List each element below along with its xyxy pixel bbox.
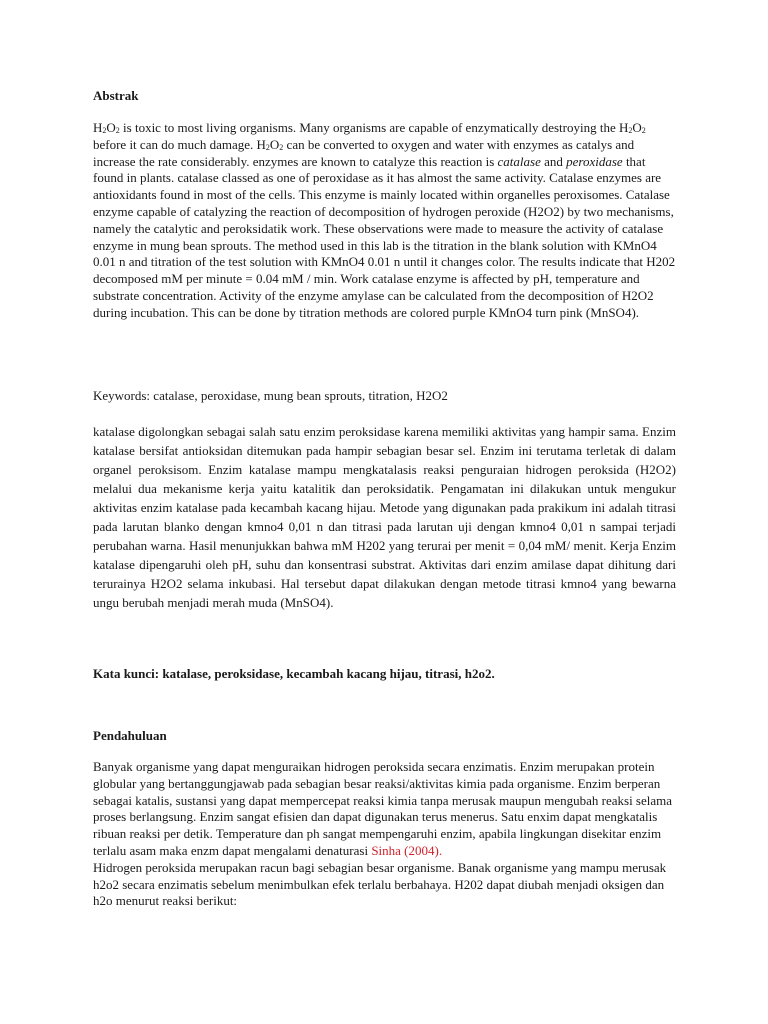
intro-text-segment: Hidrogen peroksida merupakan racun bagi sebagian besar organisme. Banak organisme yang mampu merusak h2o2 secara enzimatis sebelum menimbulkan efek terlalu berbahaya. H202 dapat diubah menjadi oksigen dan h2o menurut reaksi berikut:	[93, 859, 667, 909]
italic-term-catalase: catalase	[497, 153, 541, 169]
abstract-paragraph	[93, 120, 676, 322]
formula-subscript: 2	[265, 142, 270, 152]
formula-o: O	[269, 136, 280, 152]
abstract-text-segment: and	[540, 153, 567, 169]
formula-subscript: 2	[102, 126, 107, 135]
pendahuluan-paragraph	[93, 759, 676, 910]
intro-text-segment: Banyak organisme yang dapat menguraikan hidrogen peroksida secara enzimatis. Enzim merupakan protein globular yang bertanggungjawab pada sebagian besar reaksi/aktivitas kimia pada organisme. Enzim berperan sebagai katalis, sustansi yang dapat mempercepat reaksi kimia tanpa merusak maupun mengubah reaksi selama proses berlangsung. Enzim sangat efisien dan dapat digunakan terus menerus. Satu enxim dapat mengkatalis ribuan reaksi per detik. Temperature dan ph sangat mempengaruhi enzim, apabila lingkungan disekitar enzim terlalu asam maka enzm dapat mengalami denaturasi	[93, 759, 673, 858]
italic-term-peroxidase: peroxidase	[566, 153, 623, 169]
citation-link[interactable]: Sinha (2004).	[371, 842, 443, 858]
abstract-text-segment: before it can do much damage. H	[93, 136, 266, 152]
formula-o: O	[106, 120, 116, 135]
abstract-text-segment: that found in plants. catalase classed as one of peroxidase as it has almost the same activity. Catalase enzymes are antioxidants found in most of the cells. This enzyme is mainly located within organelles peroxisomes. Catalase enzyme capable of catalyzing the reaction of decomposition of hydrogen peroxide (H2O2) by two mechanisms, namely the catalytic and peroksidatik work. These observations were made to measure the activity of catalase enzyme in mung bean sprouts. The method used in this lab is the titration in the blank solution with KMnO4 0.01 n and titration of the test solution with KMnO4 0.01 n until it changes color. The results indicate that H202 decomposed mM per minute = 0.04 mM / min. Work catalase enzyme is affected by pH, temperature and substrate concentration. Activity of the enzyme amylase can be calculated from the decomposition of H2O2 during incubation. This can be done by titration methods are colored purple KMnO4 turn pink (MnSO4).	[93, 153, 676, 320]
abstract-text-segment: is toxic to most living organisms. Many organisms are capable of enzymatically destroying the H	[119, 120, 629, 135]
pendahuluan-heading: Pendahuluan	[93, 728, 167, 743]
kata-kunci: Kata kunci: katalase, peroksidase, kecambah kacang hijau, titrasi, h2o2.	[93, 666, 495, 681]
formula-o: O	[632, 120, 642, 135]
abstract-keywords: Keywords: catalase, peroxidase, mung bean sprouts, titration, H2O2	[93, 388, 448, 403]
formula-subscript: 2	[279, 142, 284, 152]
abstract-heading: Abstrak	[93, 88, 139, 103]
formula-subscript: 2	[641, 126, 646, 135]
formula-subscript: 2	[115, 126, 120, 135]
abstract-text-segment: can be converted to oxygen and water with enzymes as catalys and increase the rate considerably. enzymes are known to catalyze this reaction is	[93, 136, 635, 169]
formula-subscript: 2	[628, 126, 633, 135]
formula-h: H	[93, 120, 103, 135]
abstrak-indonesian-paragraph: katalase digolongkan sebagai salah satu enzim peroksidase karena memiliki aktivitas yang hampir sama. Enzim katalase bersifat antioksidan ditemukan pada hampir sebagian besar sel. Enzim ini terutama terletak di dalam organel peroksisom. Enzim katalase mampu mengkatalasis reaksi penguraian hidrogen peroksida (H2O2) melalui dua mekanisme kerja yaitu katalitik dan peroksidatik. Pengamatan ini dilakukan untuk mengukur aktivitas enzim katalase pada kecambah kacang hijau. Metode yang digunakan pada prakikum ini adalah titrasi pada larutan blanko dengan kmno4 0,01 n dan titrasi pada larutan uji dengan kmno4 0,01 n sampai terjadi perubahan warna. Hasil menunjukkan bahwa mM H202 yang terurai per menit = 0,04 mM/ menit. Kerja Enzim katalase dipengaruhi oleh pH, suhu dan konsentrasi substrat. Aktivitas dari enzim amilase dapat dihitung dari terurainya H2O2 selama inkubasi. Hal tersebut dapat dilakukan dengan metode titrasi kmno4 yang bewarna ungu berubah menjadi merah muda (MnSO4).	[93, 424, 676, 610]
